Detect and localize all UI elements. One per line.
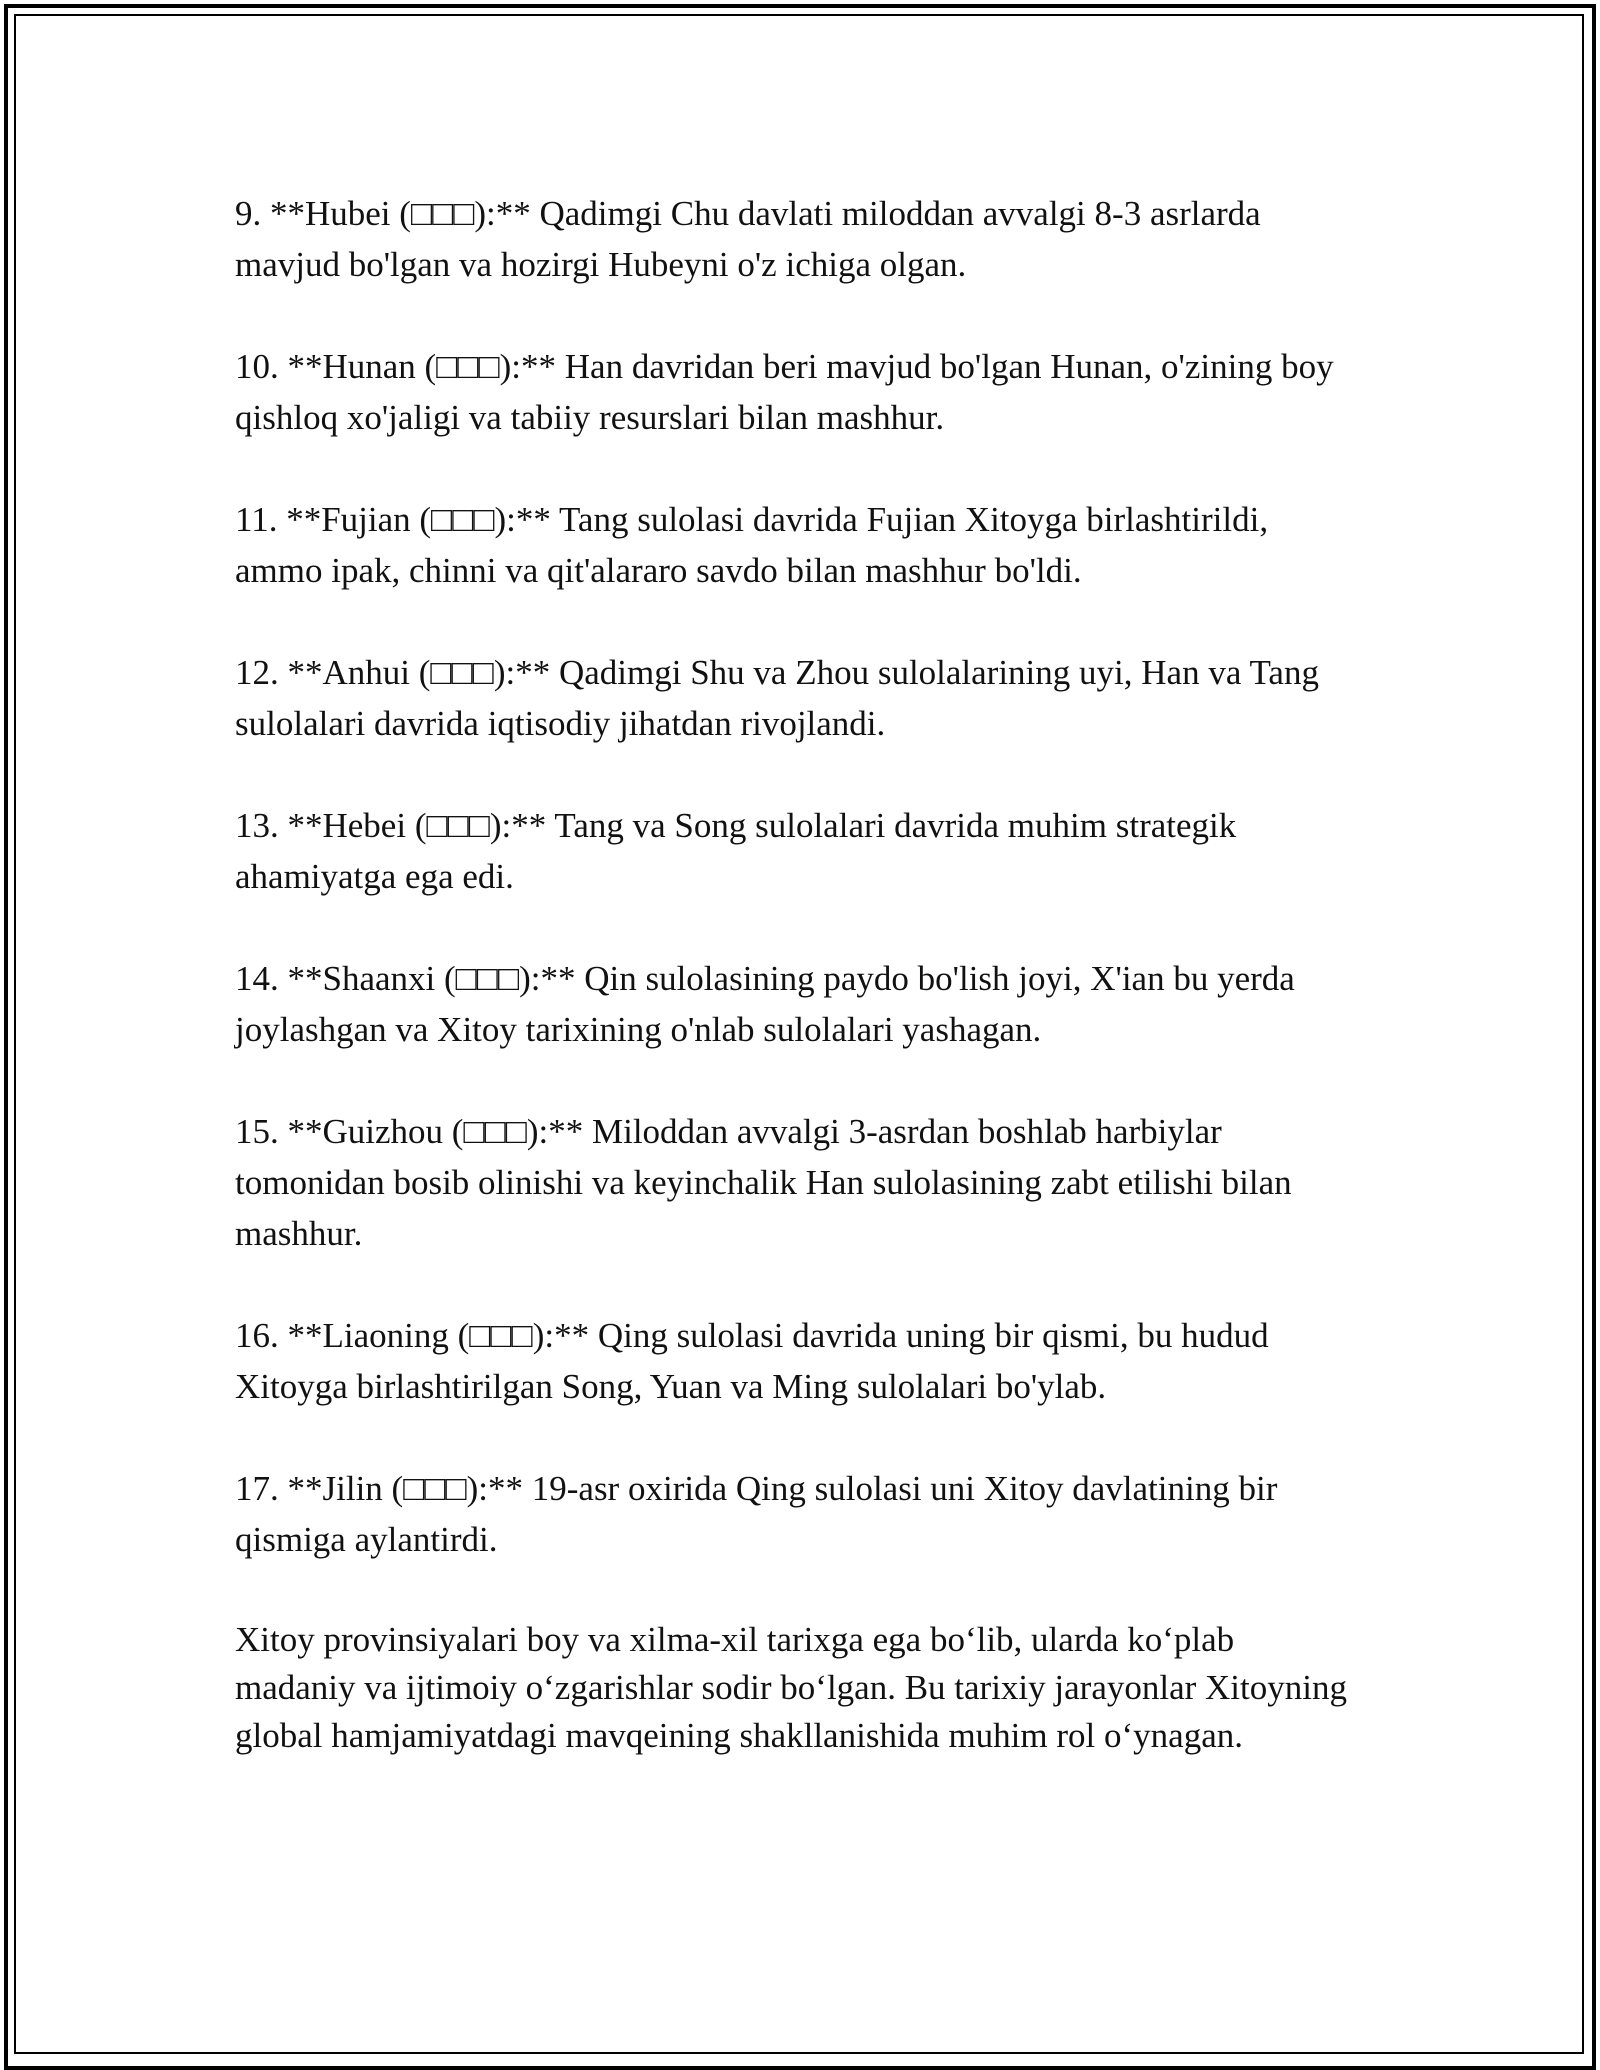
list-item-hunan: 10. **Hunan (□□□):** Han davridan beri mavjud bo'lgan Hunan, o'zining boy qishloq xo'jaligi va tabiiy resurslari bilan mashhur. — [235, 347, 1334, 437]
list-item-jilin: 17. **Jilin (□□□):** 19-asr oxirida Qing sulolasi uni Xitoy davlatining bir qismiga aylantirdi. — [235, 1469, 1278, 1559]
list-item-guizhou: 15. **Guizhou (□□□):** Miloddan avvalgi 3-asrdan boshlab harbiylar tomonidan bosib olinishi va keyinchalik Han sulolasining zabt etilishi bilan mashhur. — [235, 1112, 1292, 1253]
list-item-fujian: 11. **Fujian (□□□):** Tang sulolasi davrida Fujian Xitoyga birlashtirildi, ammo ipak, chinni va qit'alararo savdo bilan mashhur bo'ldi. — [235, 500, 1269, 590]
document-body — [235, 188, 1355, 1760]
list-item-anhui: 12. **Anhui (□□□):** Qadimgi Shu va Zhou sulolalarining uyi, Han va Tang sulolalari davrida iqtisodiy jihatdan rivojlandi. — [235, 653, 1319, 743]
list-item-liaoning: 16. **Liaoning (□□□):** Qing sulolasi davrida uning bir qismi, bu hudud Xitoyga birlashtirilgan Song, Yuan va Ming sulolalari bo'ylab. — [235, 1316, 1269, 1406]
list-item-hebei: 13. **Hebei (□□□):** Tang va Song sulolalari davrida muhim strategik ahamiyatga ega edi. — [235, 806, 1237, 896]
list-item-hubei: 9. **Hubei (□□□):** Qadimgi Chu davlati miloddan avvalgi 8-3 asrlarda mavjud bo'lgan va hozirgi Hubeyni o'z ichiga olgan. — [235, 194, 1261, 284]
list-item-shaanxi: 14. **Shaanxi (□□□):** Qin sulolasining paydo bo'lish joyi, X'ian bu yerda joylashgan va Xitoy tarixining o'nlab sulolalari yashagan. — [235, 959, 1295, 1049]
closing-paragraph: Xitoy provinsiyalari boy va xilma-xil tarixga ega bo‘lib, ularda ko‘plab madaniy va ijtimoiy o‘zgarishlar sodir bo‘lgan. Bu tarixiy jarayonlar Xitoyning global hamjamiyatdagi mavqeining shakllanishida muhim rol o‘ynagan. — [235, 1620, 1347, 1755]
